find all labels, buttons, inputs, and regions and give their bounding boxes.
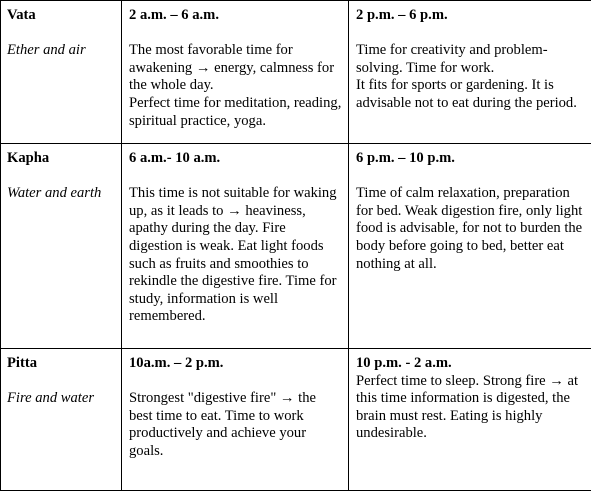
period-cell-pitta-evening <box>349 349 591 491</box>
period-description <box>129 42 342 130</box>
period-description <box>356 185 585 273</box>
period-time: 10 p.m. - 2 a.m. <box>356 355 585 373</box>
period-cell-vata-evening <box>349 1 591 144</box>
dosha-elements: Fire and water <box>7 390 115 408</box>
description-line: It fits for sports or gardening. It is advisable not to eat during the period. <box>356 77 585 112</box>
description-line: Perfect time to sleep. Strong fire → at this time information is digested, the brain must rest. Eating is highly undesirable. <box>356 373 585 443</box>
table-row-vata <box>1 1 591 144</box>
dosha-elements: Water and earth <box>7 185 115 203</box>
dosha-elements: Ether and air <box>7 42 115 60</box>
dosha-cell-kapha <box>1 144 122 349</box>
period-description <box>129 390 342 460</box>
period-description <box>356 42 585 112</box>
table-row-pitta <box>1 349 591 491</box>
description-line: This time is not suitable for waking up, as it leads to → heaviness, apathy during the day. Fire digestion is weak. Eat light foods such as fruits and smoothies to rekindle the digestive fire. Time for study, information is well remembered. <box>129 185 342 326</box>
dosha-name: Vata <box>7 7 115 25</box>
period-time: 6 p.m. – 10 p.m. <box>356 150 585 168</box>
dosha-name: Pitta <box>7 355 115 373</box>
period-cell-kapha-evening <box>349 144 591 349</box>
description-line: Time of calm relaxation, preparation for bed. Weak digestion fire, only light food is advisable, for not to burden the body before going to bed, better eat nothing at all. <box>356 185 585 273</box>
dosha-cell-pitta <box>1 349 122 491</box>
description-line: Perfect time for meditation, reading, spiritual practice, yoga. <box>129 95 342 130</box>
period-description <box>356 373 585 443</box>
period-cell-vata-morning <box>122 1 349 144</box>
period-cell-kapha-morning <box>122 144 349 349</box>
dosha-cell-vata <box>1 1 122 144</box>
description-line: The most favorable time for awakening → energy, calmness for the whole day. <box>129 42 342 95</box>
period-time: 10a.m. – 2 p.m. <box>129 355 342 373</box>
period-time: 2 p.m. – 6 p.m. <box>356 7 585 25</box>
period-time: 2 a.m. – 6 a.m. <box>129 7 342 25</box>
table-row-kapha <box>1 144 591 349</box>
description-line: Time for creativity and problem-solving. Time for work. <box>356 42 585 77</box>
period-description <box>129 185 342 326</box>
dosha-name: Kapha <box>7 150 115 168</box>
period-cell-pitta-morning <box>122 349 349 491</box>
period-time: 6 a.m.- 10 a.m. <box>129 150 342 168</box>
description-line: Strongest "digestive fire" → the best time to eat. Time to work productively and achieve your goals. <box>129 390 342 460</box>
